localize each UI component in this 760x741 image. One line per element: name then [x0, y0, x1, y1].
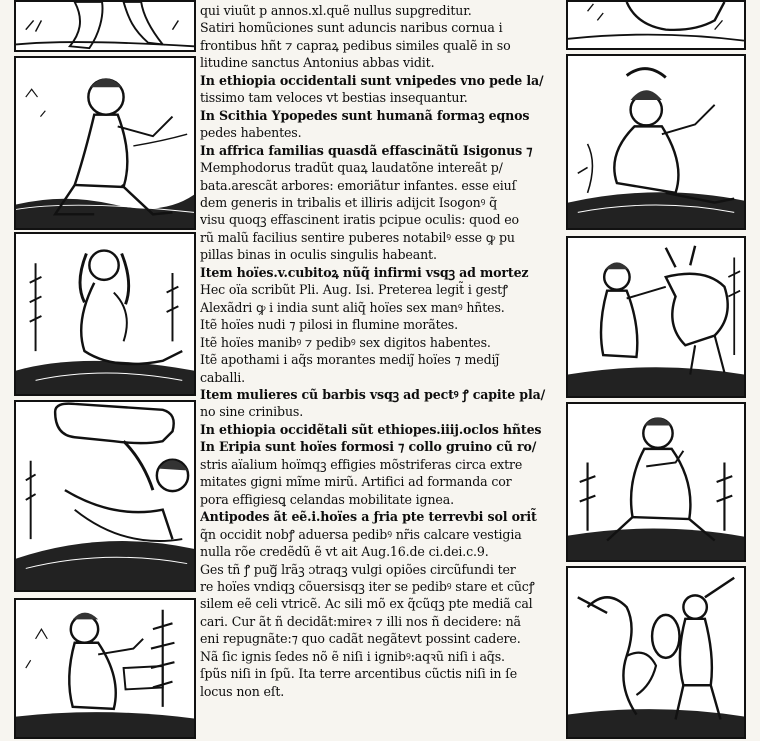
woodcut-satyr-kneeling [14, 56, 196, 230]
text-line: ſpũs niſi in ſpũ. Ita terre arcentibus cũctis niſi in ſe [200, 666, 518, 682]
text-line: Alexãdri ꝙ i india sunt aliq̃ hoïes sex manꝰ hñtes. [200, 299, 505, 315]
text-line: no sine crinibus. [200, 404, 304, 420]
text-line: Hec oïa scribũt Pli. Aug. Isi. Preterea legit̃ i gestꝭ [200, 282, 508, 298]
text-line: locus non eſt. [200, 683, 285, 699]
text-line: pillas binas in oculis singulis habeant. [200, 247, 437, 263]
text-line: Item hoïes.v.cubitoꝝ nũq̃ infirmi vsqꝫ ad mortez [200, 264, 529, 280]
text-line: In ethiopia occidẽtali sũt ethiopes.iiij.oclos hñtes [200, 421, 542, 437]
woodcut-man-fighting-crane [566, 566, 746, 739]
woodcut-man-and-goat [566, 236, 746, 398]
text-line: Ges tñ ꝭ pugᷓ lrãꝫ ɔtraqꝫ vulgi opiões circũfundi ter [200, 561, 516, 577]
text-line: stris aïalium hoïmqꝫ effigies mõstriferas circa extre [200, 456, 523, 472]
text-line: pora effigiesꝗ celandas mobilitate ignea. [200, 491, 454, 507]
text-line: tissimo tam veloces vt bestias insequantur. [200, 90, 468, 106]
text-line: Nã ſic ignis ſedes nõ ẽ niſi i ignibꝰ:aqꝛũ niſi i aq̃s. [200, 648, 505, 664]
text-line: q̃n occidit nobꝭ aduersa pedibꝰ nr̃is calcare vestigia [200, 526, 522, 542]
text-line: caballi. [200, 369, 246, 385]
text-line: mitates gigni mĩme mirũ. Artifici ad formanda cor [200, 474, 512, 490]
woodcut-seated-writer [14, 598, 196, 739]
text-line: Antipodes ãt eẽ.i.hoïes a ƒria pte terrevbi sol orit̃ [200, 509, 537, 525]
text-line: frontibus hñt ⁊ capraꝝ pedibus similes qualẽ in so [200, 37, 511, 53]
text-line: Satiri homũciones sunt aduncis naribus cornua i [200, 20, 503, 36]
woodcut-hermit-top [566, 0, 746, 50]
text-line: pedes habentes. [200, 125, 302, 141]
text-line: litudine sanctus Antonius abbas vidit. [200, 55, 435, 71]
text-line: Itẽ apothami i aq̃s morantes mediȷ̃ hoïes ⁊ mediȷ̃ [200, 352, 500, 368]
woodcut-feet-figure [14, 0, 196, 52]
text-line: In ethiopia occidentali sunt vnipedes vno pede la/ [200, 72, 544, 88]
woodcut-hunter-crouching [566, 54, 746, 230]
text-line: re hoïes vndiqꝫ cõuersisqꝫ iter se pedibꝰ stare et cũcꝭ [200, 578, 535, 594]
woodcut-seated-man-praying [566, 402, 746, 562]
text-line: cari. Cur ãt ñ decidãt:mireꝛ ⁊ illi nos ñ decidere: nã [200, 613, 521, 629]
body-text-column [200, 2, 562, 737]
text-line: Item mulieres cũ barbis vsqꝫ ad pectꝰ ꝭ capite pla/ [200, 386, 546, 402]
text-line: rũ malũ facilius sentire puberes notabilꝰ esse ꝙ pu [200, 229, 515, 245]
woodcut-monopod-shade [14, 400, 196, 592]
text-line: Itẽ hoïes nudi ⁊ pilosi in flumine morãtes. [200, 317, 458, 333]
text-line: Memphodorus tradũt quaꝝ laudatõne intereãt p/ [200, 160, 503, 176]
text-line: silem eẽ celi vtricẽ. Ac sili mõ ex q̃cũqꝫ pte mediã cal [200, 596, 533, 612]
text-line: dem generis in tribalis et illiris adijcit Isogonꝰ q̃ [200, 194, 498, 210]
text-line: Itẽ hoïes manibꝰ ⁊ pedibꝰ sex digitos habentes. [200, 334, 491, 350]
text-line: visu quoqꝫ effascinent iratis pcipue oculis: quod eo [200, 212, 519, 228]
text-line: bata.arescãt arbores: emoriãtur infantes. esse eiuſ [200, 177, 517, 193]
text-line: qui viuũt p annos.xl.quẽ nullus supgreditur. [200, 3, 472, 18]
text-line: eni repugnãte:⁊ quo cadãt negãtevt possint cadere. [200, 631, 521, 647]
text-line: In affrica familias quasdã effascinãtũ Isigonus ⁊ [200, 142, 533, 158]
text-line: In Eripia sunt hoïes formosi ⁊ collo gruino cũ ro/ [200, 439, 537, 455]
woodcut-woman-reclining [14, 232, 196, 396]
text-line: nulla rõe credẽdũ ẽ vt ait Aug.16.de ci.dei.c.9. [200, 544, 489, 560]
text-line: In Scithia Ypopedes sunt humanã formaꝫ eqnos [200, 107, 530, 123]
